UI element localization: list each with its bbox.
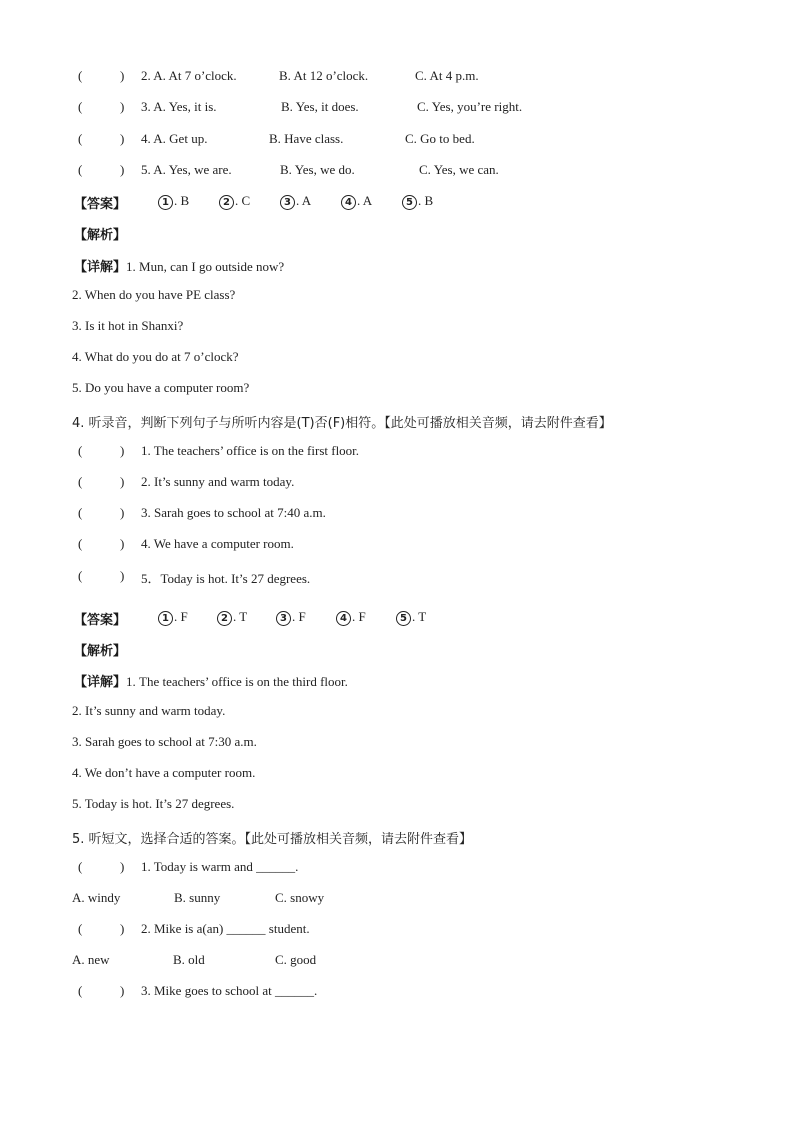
option-b: B. Have class. xyxy=(269,131,344,146)
detail-line: 5. Today is hot. It’s 27 degrees. xyxy=(72,796,235,811)
option-c: C. Yes, you’re right. xyxy=(417,99,523,114)
detail-line: 3. Is it hot in Shanxi? xyxy=(72,318,184,333)
answer-item: 2 . C xyxy=(219,193,250,210)
question-text: 2. Mike is a(an) ______ student. xyxy=(141,921,310,936)
answer-item: 1 . F xyxy=(158,609,188,626)
option-a: 3. A. Yes, it is. xyxy=(141,99,217,114)
statement: 4. We have a computer room. xyxy=(141,536,294,551)
option-a: A. new xyxy=(72,952,110,967)
question-title: 5. 听短文，选择合适的答案。【此处可播放相关音频，请去附件查看】 xyxy=(72,832,473,847)
answer-item: 3 . A xyxy=(280,193,311,210)
option-b: B. At 12 o’clock. xyxy=(279,68,369,83)
answer-item: 5 . T xyxy=(396,609,426,626)
option-a: 5. A. Yes, we are. xyxy=(141,162,232,177)
answer-item: 2 . T xyxy=(217,609,247,626)
detail-line: 4. We don’t have a computer room. xyxy=(72,765,256,780)
detail-line: 4. What do you do at 7 o’clock? xyxy=(72,349,239,364)
answer-item: 3 . F xyxy=(276,609,306,626)
statement: 3. Sarah goes to school at 7:40 a.m. xyxy=(141,505,326,520)
answer-label: 【答案】 xyxy=(74,613,127,628)
question-text: 1. Today is warm and ______. xyxy=(141,859,299,874)
detail-line: 2. When do you have PE class? xyxy=(72,287,236,302)
answer-item: 4 . F xyxy=(336,609,366,626)
option-c: C. good xyxy=(275,952,317,967)
answer-item: 1 . B xyxy=(158,193,189,210)
answer-blank: ( xyxy=(78,68,83,83)
answer-item: 4 . A xyxy=(341,193,372,210)
option-a: A. windy xyxy=(72,890,121,905)
question-title: 4. 听录音，判断下列句子与所听内容是(T)否(F)相符。【此处可播放相关音频，请去附件查看】 xyxy=(72,416,612,431)
detail-line: 5. Do you have a computer room? xyxy=(72,380,250,395)
detail-line: 2. It’s sunny and warm today. xyxy=(72,703,226,718)
option-b: B. Yes, we do. xyxy=(280,162,355,177)
detail-label: 【详解】 xyxy=(74,675,127,690)
analysis-label: 【解析】 xyxy=(74,228,127,243)
statement: 1. The teachers’ office is on the first floor. xyxy=(141,443,360,458)
option-c: C. Yes, we can. xyxy=(419,162,499,177)
answer-label: 【答案】 xyxy=(74,197,127,212)
statement: 5．Today is hot. It’s 27 degrees. xyxy=(141,571,311,586)
option-b: B. sunny xyxy=(174,890,221,905)
option-a: 2. A. At 7 o’clock. xyxy=(141,68,237,83)
option-a: 4. A. Get up. xyxy=(141,131,208,146)
question-text: 3. Mike goes to school at ______. xyxy=(141,983,318,998)
statement: 2. It’s sunny and warm today. xyxy=(141,474,295,489)
answer-item: 5 . B xyxy=(402,193,433,210)
option-c: C. snowy xyxy=(275,890,325,905)
detail-line: 3. Sarah goes to school at 7:30 a.m. xyxy=(72,734,257,749)
analysis-label: 【解析】 xyxy=(74,644,127,659)
option-c: C. At 4 p.m. xyxy=(415,68,479,83)
detail-label: 【详解】 xyxy=(74,260,127,275)
option-c: C. Go to bed. xyxy=(405,131,475,146)
option-b: B. Yes, it does. xyxy=(281,99,359,114)
option-b: B. old xyxy=(173,952,205,967)
